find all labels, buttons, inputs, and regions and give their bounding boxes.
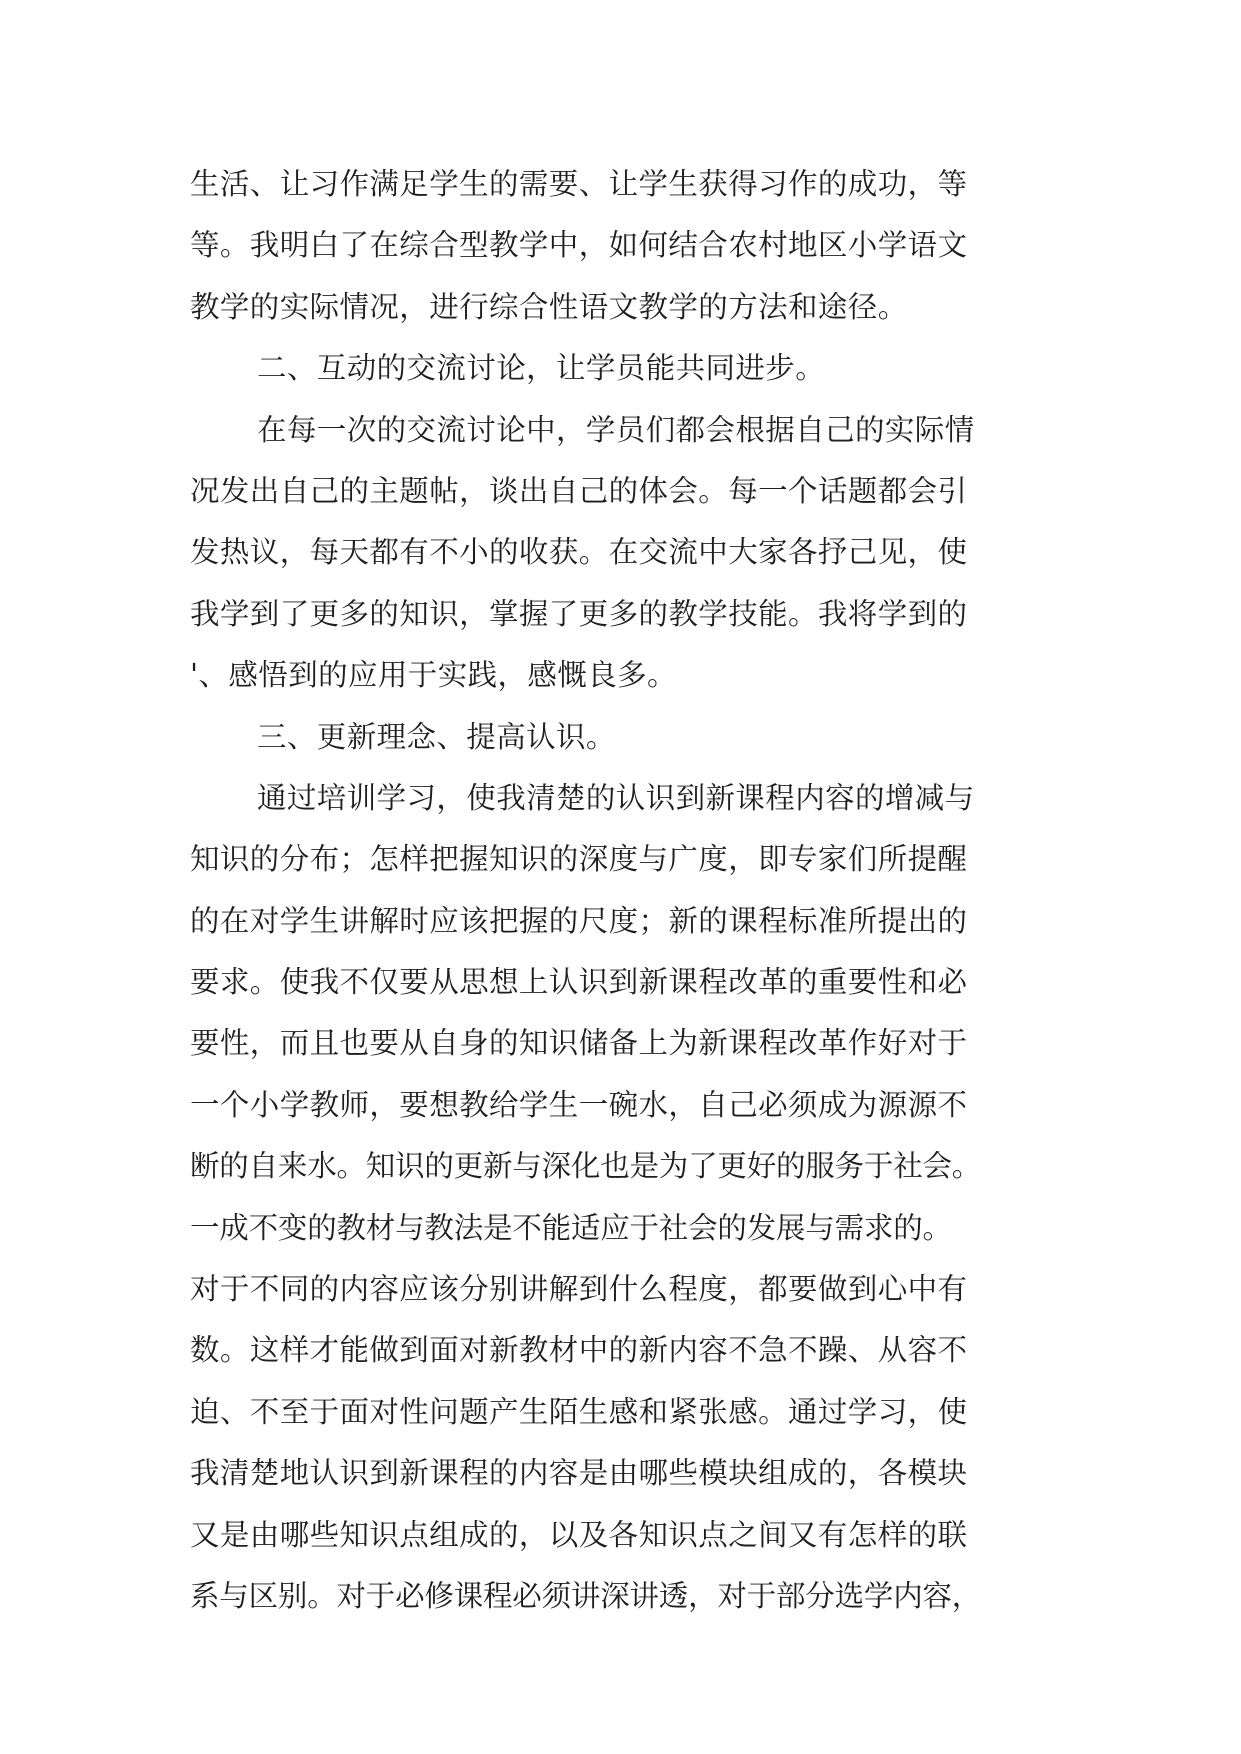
paragraph-line: 要性，而且也要从自身的知识储备上为新课程改革作好对于 [190,1026,968,1061]
paragraph-line: 况发出自己的主题帖，谈出自己的体会。每一个话题都会引 [190,473,968,508]
paragraph-line: 的在对学生讲解时应该把握的尺度；新的课程标准所提出的 [190,903,968,938]
paragraph-line: 系与区别。对于必修课程必须讲深讲透，对于部分选学内容， [190,1578,982,1613]
paragraph-line: 发热议，每天都有不小的收获。在交流中大家各抒己见，使 [190,535,968,570]
paragraph-line: 教学的实际情况，进行综合性语文教学的方法和途径。 [190,289,908,324]
paragraph-line: 我清楚地认识到新课程的内容是由哪些模块组成的，各模块 [190,1456,968,1491]
paragraph-line: 生活、让习作满足学生的需要、让学生获得习作的成功，等 [190,167,968,201]
paragraph-line: 在每一次的交流讨论中，学员们都会根据自己的实际情 [257,412,975,447]
section-heading: 三、更新理念、提高认识。 [257,719,616,754]
paragraph-line: 一个小学教师，要想教给学生一碗水，自己必须成为源源不 [190,1087,968,1122]
paragraph-line: 对于不同的内容应该分别讲解到什么程度，都要做到心中有 [190,1272,968,1307]
paragraph-line: 断的自来水。知识的更新与深化也是为了更好的服务于社会。 [190,1149,982,1184]
paragraph-line: 一成不变的教材与教法是不能适应于社会的发展与需求的。 [190,1210,952,1245]
section-heading: 二、互动的交流讨论，让学员能共同进步。 [257,351,826,386]
paragraph-line: '、感悟到的应用于实践，感慨良多。 [190,658,677,693]
paragraph-line: 迫、不至于面对性问题产生陌生感和紧张感。通过学习，使 [190,1394,968,1429]
paragraph-line: 又是由哪些知识点组成的，以及各知识点之间又有怎样的联 [190,1517,968,1552]
paragraph-line: 通过培训学习，使我清楚的认识到新课程内容的增减与 [257,780,975,815]
paragraph-line: 我学到了更多的知识，掌握了更多的教学技能。我将学到的 [190,596,968,631]
body-text [190,154,1070,1627]
paragraph-line: 等。我明白了在综合型教学中，如何结合农村地区小学语文 [190,228,968,263]
paragraph-line: 知识的分布；怎样把握知识的深度与广度，即专家们所提醒 [190,842,968,877]
paragraph-line: 要求。使我不仅要从思想上认识到新课程改革的重要性和必 [190,965,968,1000]
paragraph-line: 数。这样才能做到面对新教材中的新内容不急不躁、从容不 [190,1333,968,1368]
